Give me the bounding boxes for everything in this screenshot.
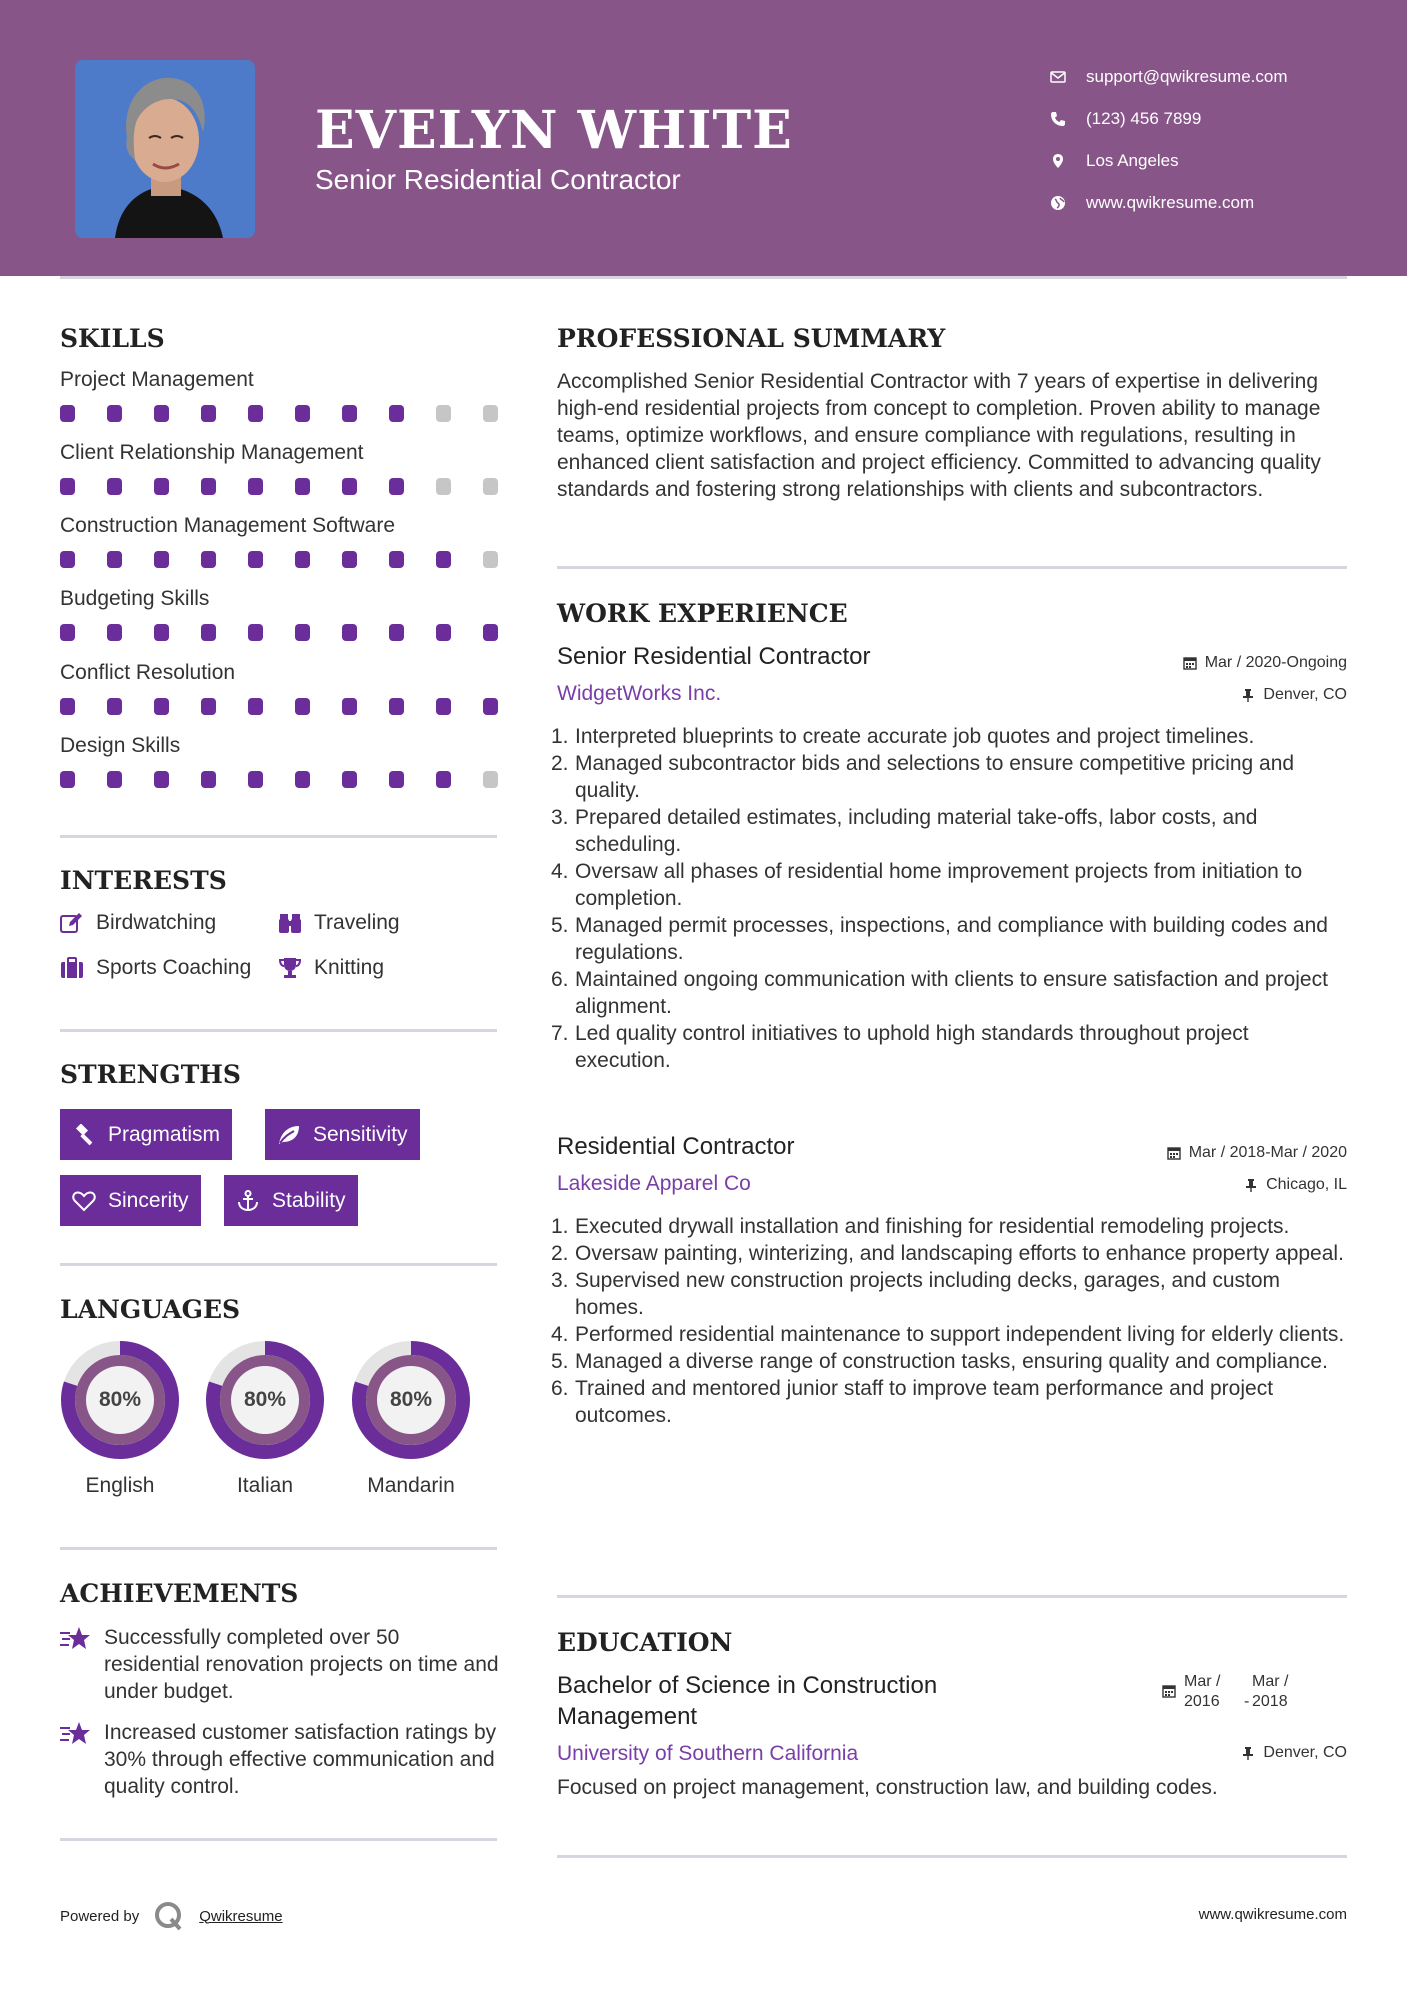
language-name: English: [85, 1474, 155, 1497]
contact-list: [1050, 56, 1288, 224]
duty-item: 1. Executed drywall installation and finishing for residential remodeling projects.: [551, 1215, 1290, 1238]
skill-dot-filled: [342, 551, 357, 568]
achievement-text: Successfully completed over 50 residential renovation projects on time and under budget.: [104, 1626, 499, 1703]
skill-dot-filled: [154, 771, 169, 788]
duty-item: 3. Supervised new construction projects including decks, garages, and custom homes.: [551, 1269, 1281, 1319]
language-percent: 80%: [389, 1388, 433, 1411]
education-description: Focused on project management, construction law, and building codes.: [557, 1776, 1218, 1799]
skill-dot-filled: [154, 624, 169, 641]
skill-dot-filled: [483, 698, 498, 715]
gavel-icon: [72, 1124, 96, 1146]
skill-dot-filled: [436, 698, 451, 715]
company-name: Lakeside Apparel Co: [557, 1172, 751, 1195]
skill-dot-filled: [389, 405, 404, 422]
achievements-heading: ACHIEVEMENTS: [60, 1579, 299, 1608]
language-item: [192, 1340, 338, 1498]
skill-dot-filled: [295, 478, 310, 495]
skills-heading: SKILLS: [60, 324, 165, 353]
contact-location-text: Los Angeles: [1086, 151, 1179, 170]
resume-header: [0, 0, 1407, 276]
header-divider: [60, 276, 1347, 279]
job-duties: [551, 723, 1347, 1074]
skill-rating: [60, 698, 500, 715]
section-divider: [60, 835, 497, 838]
language-progress-ring: [351, 1340, 471, 1460]
interest-label: Sports Coaching: [96, 956, 252, 979]
skill-dot-filled: [483, 624, 498, 641]
section-divider: [557, 1595, 1347, 1598]
skill-dot-filled: [107, 624, 122, 641]
company-name: WidgetWorks Inc.: [557, 682, 722, 705]
duty-item: 2. Oversaw painting, winterizing, and landscaping efforts to enhance property appeal.: [551, 1242, 1344, 1265]
duty-item: 5. Managed a diverse range of construction tasks, ensuring quality and compliance.: [551, 1350, 1328, 1373]
job-location: [1241, 686, 1347, 704]
achievement-item: [60, 1624, 500, 1705]
section-divider: [557, 1855, 1347, 1858]
contact-phone-text: (123) 456 7899: [1086, 109, 1202, 128]
skill-dot-filled: [295, 771, 310, 788]
strengths-heading: STRENGTHS: [60, 1060, 241, 1089]
skill-dot-filled: [201, 624, 216, 641]
skill-dot-filled: [154, 405, 169, 422]
phone-icon: [1050, 109, 1086, 129]
skill-dot-filled: [154, 551, 169, 568]
skill-dot-filled: [248, 771, 263, 788]
edu-start-month: Mar /: [1184, 1673, 1221, 1690]
duty-item: 5. Managed permit processes, inspections, and compliance with building codes and regulations.: [551, 914, 1328, 964]
skill-dot-filled: [60, 771, 75, 788]
leaf-icon: [277, 1124, 301, 1146]
skill-dot-filled: [248, 478, 263, 495]
job-dates-text: Mar / 2020-Ongoing: [1204, 654, 1347, 671]
skill-dot-filled: [248, 551, 263, 568]
skill-dot-filled: [107, 551, 122, 568]
job-dates-text: Mar / 2018-Mar / 2020: [1188, 1144, 1347, 1161]
skill-dot-filled: [389, 551, 404, 568]
job-location-text: Chicago, IL: [1266, 1176, 1347, 1193]
job-title: Residential Contractor: [557, 1133, 795, 1160]
duty-item: 4. Performed residential maintenance to support independent living for elderly clients.: [551, 1323, 1345, 1346]
pushpin-icon: [1241, 1746, 1255, 1760]
edu-end-year: 2018: [1252, 1693, 1288, 1710]
language-name: Italian: [236, 1474, 294, 1497]
interest-item: [278, 956, 384, 980]
skill-dot-filled: [154, 478, 169, 495]
duty-item: 7. Led quality control initiatives to uphold high standards throughout project execution.: [551, 1022, 1249, 1072]
candidate-name: EVELYN WHITE: [315, 100, 793, 161]
skill-item: [60, 661, 500, 715]
strength-label: Sensitivity: [313, 1122, 408, 1146]
language-progress-ring: [205, 1340, 325, 1460]
skill-name: Client Relationship Management: [60, 441, 364, 464]
education-location: [1241, 1744, 1347, 1762]
skill-dot-filled: [201, 771, 216, 788]
duty-item: 6. Maintained ongoing communication with clients to ensure satisfaction and project alignment.: [551, 968, 1328, 1018]
footer-website[interactable]: www.qwikresume.com: [1198, 1906, 1347, 1923]
portrait-image: [75, 60, 255, 238]
job-duties: [551, 1213, 1347, 1429]
skill-item: [60, 587, 500, 641]
duty-item: 1. Interpreted blueprints to create accurate job quotes and project timelines.: [551, 725, 1255, 748]
skill-dot-filled: [107, 771, 122, 788]
section-divider: [60, 1838, 497, 1841]
summary-heading: PROFESSIONAL SUMMARY: [557, 324, 946, 353]
contact-location: [1050, 140, 1288, 182]
skill-dot-empty: [436, 478, 451, 495]
contact-email-text: support@qwikresume.com: [1086, 67, 1288, 86]
strength-label: Pragmatism: [108, 1122, 221, 1146]
language-item: [47, 1340, 193, 1498]
skill-dot-filled: [248, 698, 263, 715]
skill-dot-filled: [295, 698, 310, 715]
job-dates: [1167, 1144, 1347, 1162]
skill-dot-filled: [107, 698, 122, 715]
skill-dot-filled: [436, 624, 451, 641]
section-divider: [60, 1547, 497, 1550]
skill-dot-filled: [60, 405, 75, 422]
skill-item: [60, 368, 500, 422]
edu-start-year: 2016: [1184, 1693, 1220, 1710]
skill-dot-filled: [107, 405, 122, 422]
achievement-text: Increased customer satisfaction ratings by 30% through effective communication and quality control.: [104, 1721, 497, 1798]
skill-dot-filled: [60, 624, 75, 641]
globe-icon: [1050, 193, 1086, 213]
skill-dot-filled: [60, 551, 75, 568]
skill-dot-filled: [248, 405, 263, 422]
skill-dot-filled: [342, 478, 357, 495]
interests-heading: INTERESTS: [60, 866, 227, 895]
interest-item: [60, 911, 216, 935]
pushpin-icon: [1241, 688, 1255, 702]
skill-dot-filled: [342, 698, 357, 715]
job-location: [1244, 1176, 1347, 1194]
duty-item: 3. Prepared detailed estimates, including material take-offs, labor costs, and scheduling.: [551, 806, 1258, 856]
skill-rating: [60, 478, 500, 495]
skill-dot-filled: [201, 478, 216, 495]
strength-tag: [60, 1175, 201, 1226]
skill-rating: [60, 624, 500, 641]
skill-rating: [60, 405, 500, 422]
calendar-icon: [1183, 656, 1197, 670]
section-divider: [60, 1029, 497, 1032]
interest-label: Birdwatching: [96, 911, 217, 934]
skill-dot-filled: [60, 478, 75, 495]
skill-dot-filled: [295, 551, 310, 568]
envelope-icon: [1050, 67, 1086, 87]
skill-name: Budgeting Skills: [60, 587, 210, 610]
powered-by-text: Powered by: [60, 1907, 140, 1925]
skill-dot-filled: [201, 405, 216, 422]
qwikresume-link[interactable]: Qwikresume: [199, 1907, 283, 1925]
interest-item: [278, 911, 400, 935]
interest-label: Traveling: [314, 911, 400, 934]
skill-dot-filled: [436, 551, 451, 568]
candidate-title: Senior Residential Contractor: [315, 164, 681, 195]
footer-branding: [60, 1900, 283, 1932]
star-icon: [60, 1626, 90, 1652]
contact-website-text: www.qwikresume.com: [1086, 193, 1255, 212]
education-heading: EDUCATION: [557, 1628, 733, 1657]
skill-dot-empty: [436, 405, 451, 422]
duty-item: 2. Managed subcontractor bids and selections to ensure competitive pricing and quality.: [551, 752, 1295, 802]
section-divider: [557, 566, 1347, 569]
skill-dot-filled: [107, 478, 122, 495]
strength-tag: [60, 1109, 232, 1160]
language-progress-ring: [60, 1340, 180, 1460]
skill-dot-empty: [483, 551, 498, 568]
qwikresume-logo-icon: [153, 1900, 185, 1932]
edu-date-dash: -: [1244, 1693, 1250, 1710]
job-title: Senior Residential Contractor: [557, 643, 871, 670]
pushpin-icon: [1244, 1178, 1258, 1192]
degree-title: Bachelor of Science in Construction Management: [557, 1672, 938, 1730]
binoculars-icon: [278, 912, 302, 934]
language-percent: 80%: [98, 1388, 142, 1411]
skill-rating: [60, 771, 500, 788]
skill-name: Design Skills: [60, 734, 181, 757]
skill-dot-filled: [295, 624, 310, 641]
suitcase-icon: [60, 957, 84, 979]
anchor-icon: [236, 1190, 260, 1212]
skill-dot-filled: [389, 698, 404, 715]
skill-dot-filled: [201, 698, 216, 715]
skill-dot-filled: [154, 698, 169, 715]
edu-end-month: Mar /: [1252, 1673, 1289, 1690]
duty-item: 6. Trained and mentored junior staff to improve team performance and project outcomes.: [551, 1377, 1274, 1427]
languages-heading: LANGUAGES: [60, 1295, 241, 1324]
skill-dot-filled: [342, 624, 357, 641]
interest-item: [60, 956, 251, 980]
skill-dot-filled: [248, 624, 263, 641]
strength-label: Stability: [272, 1188, 346, 1212]
interest-label: Knitting: [314, 956, 385, 979]
strength-tag: [265, 1109, 420, 1160]
skill-item: [60, 514, 500, 568]
job-dates: [1183, 654, 1347, 672]
skill-item: [60, 734, 500, 788]
strength-tag: [224, 1175, 358, 1226]
skill-dot-filled: [295, 405, 310, 422]
skill-dot-filled: [389, 478, 404, 495]
skill-dot-empty: [483, 405, 498, 422]
skill-dot-empty: [483, 771, 498, 788]
calendar-icon: [1162, 1684, 1176, 1698]
contact-phone[interactable]: [1050, 98, 1288, 140]
skill-name: Conflict Resolution: [60, 661, 236, 684]
skill-item: [60, 441, 500, 495]
skill-name: Project Management: [60, 368, 254, 391]
summary-text: Accomplished Senior Residential Contractor with 7 years of expertise in delivering high-end residential projects from concept to completion. Proven ability to manage teams, optimize workflows, and ensure compliance with regulations, resulting in enhanced client satisfaction and project efficiency. Committed to advancing quality standards and fostering strong relationships with clients and subcontractors.: [557, 370, 1321, 501]
star-icon: [60, 1721, 90, 1747]
contact-website[interactable]: [1050, 182, 1288, 224]
skill-dot-filled: [60, 698, 75, 715]
skill-name: Construction Management Software: [60, 514, 396, 537]
education-location-text: Denver, CO: [1263, 1744, 1347, 1761]
edit-icon: [60, 912, 84, 934]
map-marker-icon: [1050, 151, 1086, 171]
skill-dot-filled: [342, 771, 357, 788]
heart-icon: [72, 1190, 96, 1212]
profile-photo: [75, 60, 255, 238]
contact-email[interactable]: [1050, 56, 1288, 98]
skill-dot-filled: [436, 771, 451, 788]
duty-item: 4. Oversaw all phases of residential home improvement projects from initiation to completion.: [551, 860, 1303, 910]
calendar-icon: [1167, 1146, 1181, 1160]
language-percent: 80%: [243, 1388, 287, 1411]
skill-dot-filled: [389, 771, 404, 788]
section-divider: [60, 1263, 497, 1266]
skill-rating: [60, 551, 500, 568]
education-dates: [1162, 1672, 1288, 1712]
skill-dot-filled: [201, 551, 216, 568]
skill-dot-filled: [389, 624, 404, 641]
achievement-item: [60, 1719, 500, 1800]
trophy-icon: [278, 957, 302, 979]
job-location-text: Denver, CO: [1263, 686, 1347, 703]
skill-dot-filled: [342, 405, 357, 422]
school-name: University of Southern California: [557, 1742, 859, 1765]
language-item: [338, 1340, 484, 1498]
skill-dot-empty: [483, 478, 498, 495]
language-name: Mandarin: [367, 1474, 455, 1497]
experience-heading: WORK EXPERIENCE: [557, 599, 848, 628]
strength-label: Sincerity: [108, 1188, 189, 1212]
